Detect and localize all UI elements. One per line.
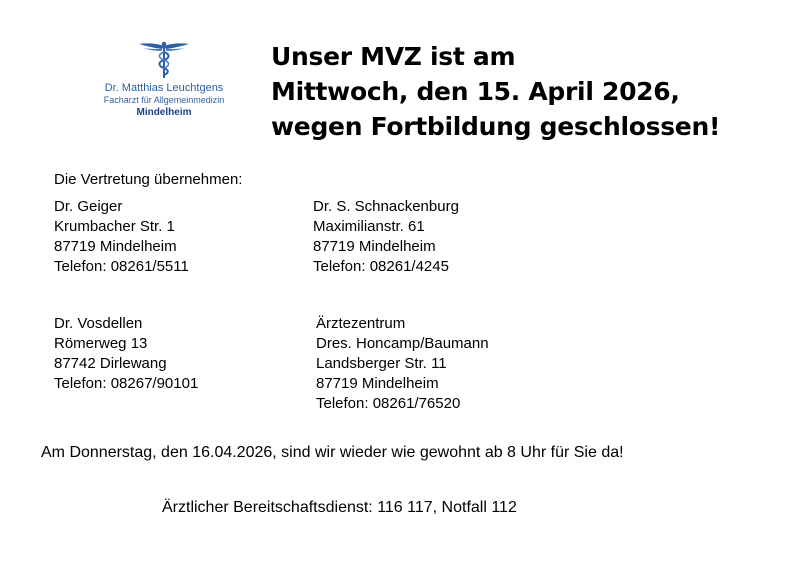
substitute-name: Dr. Vosdellen: [54, 315, 143, 332]
caduceus-icon: [138, 40, 190, 80]
substitute-city: 87719 Mindelheim: [313, 238, 436, 255]
practice-logo: [84, 40, 244, 120]
substitute-phone: Telefon: 08261/76520: [316, 395, 461, 412]
substitute-street: Maximilianstr. 61: [313, 218, 425, 235]
substitute-city: 87742 Dirlewang: [54, 355, 167, 372]
substitute-street: Krumbacher Str. 1: [54, 218, 175, 235]
substitute-phone: Telefon: 08261/4245: [313, 258, 449, 275]
substitute-aerztezentrum: [316, 314, 489, 414]
substitute-street: Römerweg 13: [54, 335, 148, 352]
logo-city: Mindelheim: [136, 107, 192, 118]
substitute-street: Landsberger Str. 11: [316, 355, 447, 372]
substitute-city: 87719 Mindelheim: [54, 238, 177, 255]
substitute-city: 87719 Mindelheim: [316, 375, 439, 392]
substitute-geiger: [54, 197, 189, 277]
substitute-schnackenburg: [313, 197, 459, 277]
substitute-phone: Telefon: 08267/90101: [54, 375, 199, 392]
substitute-doctors: Dres. Honcamp/Baumann: [316, 335, 489, 352]
logo-doctor-name: Dr. Matthias Leuchtgens: [104, 82, 224, 94]
substitute-vosdellen: [54, 314, 198, 394]
logo-specialty: Facharzt für Allgemeinmedizin: [103, 95, 225, 105]
headline-line-2: Mittwoch, den 15. April 2026,: [271, 77, 680, 106]
headline-line-3: wegen Fortbildung geschlossen!: [271, 112, 721, 141]
closure-headline: [271, 39, 720, 144]
substitute-name: Ärztezentrum: [316, 315, 406, 332]
substitute-phone: Telefon: 08261/5511: [54, 258, 189, 275]
substitute-name: Dr. S. Schnackenburg: [313, 198, 459, 215]
substitutes-intro: Die Vertretung übernehmen:: [54, 171, 243, 188]
emergency-notice: Ärztlicher Bereitschaftsdienst: 116 117, Notfall 112: [162, 499, 517, 516]
reopen-notice: Am Donnerstag, den 16.04.2026, sind wir wieder wie gewohnt ab 8 Uhr für Sie da!: [41, 444, 624, 461]
headline-line-1: Unser MVZ ist am: [271, 42, 516, 71]
substitute-name: Dr. Geiger: [54, 198, 123, 215]
